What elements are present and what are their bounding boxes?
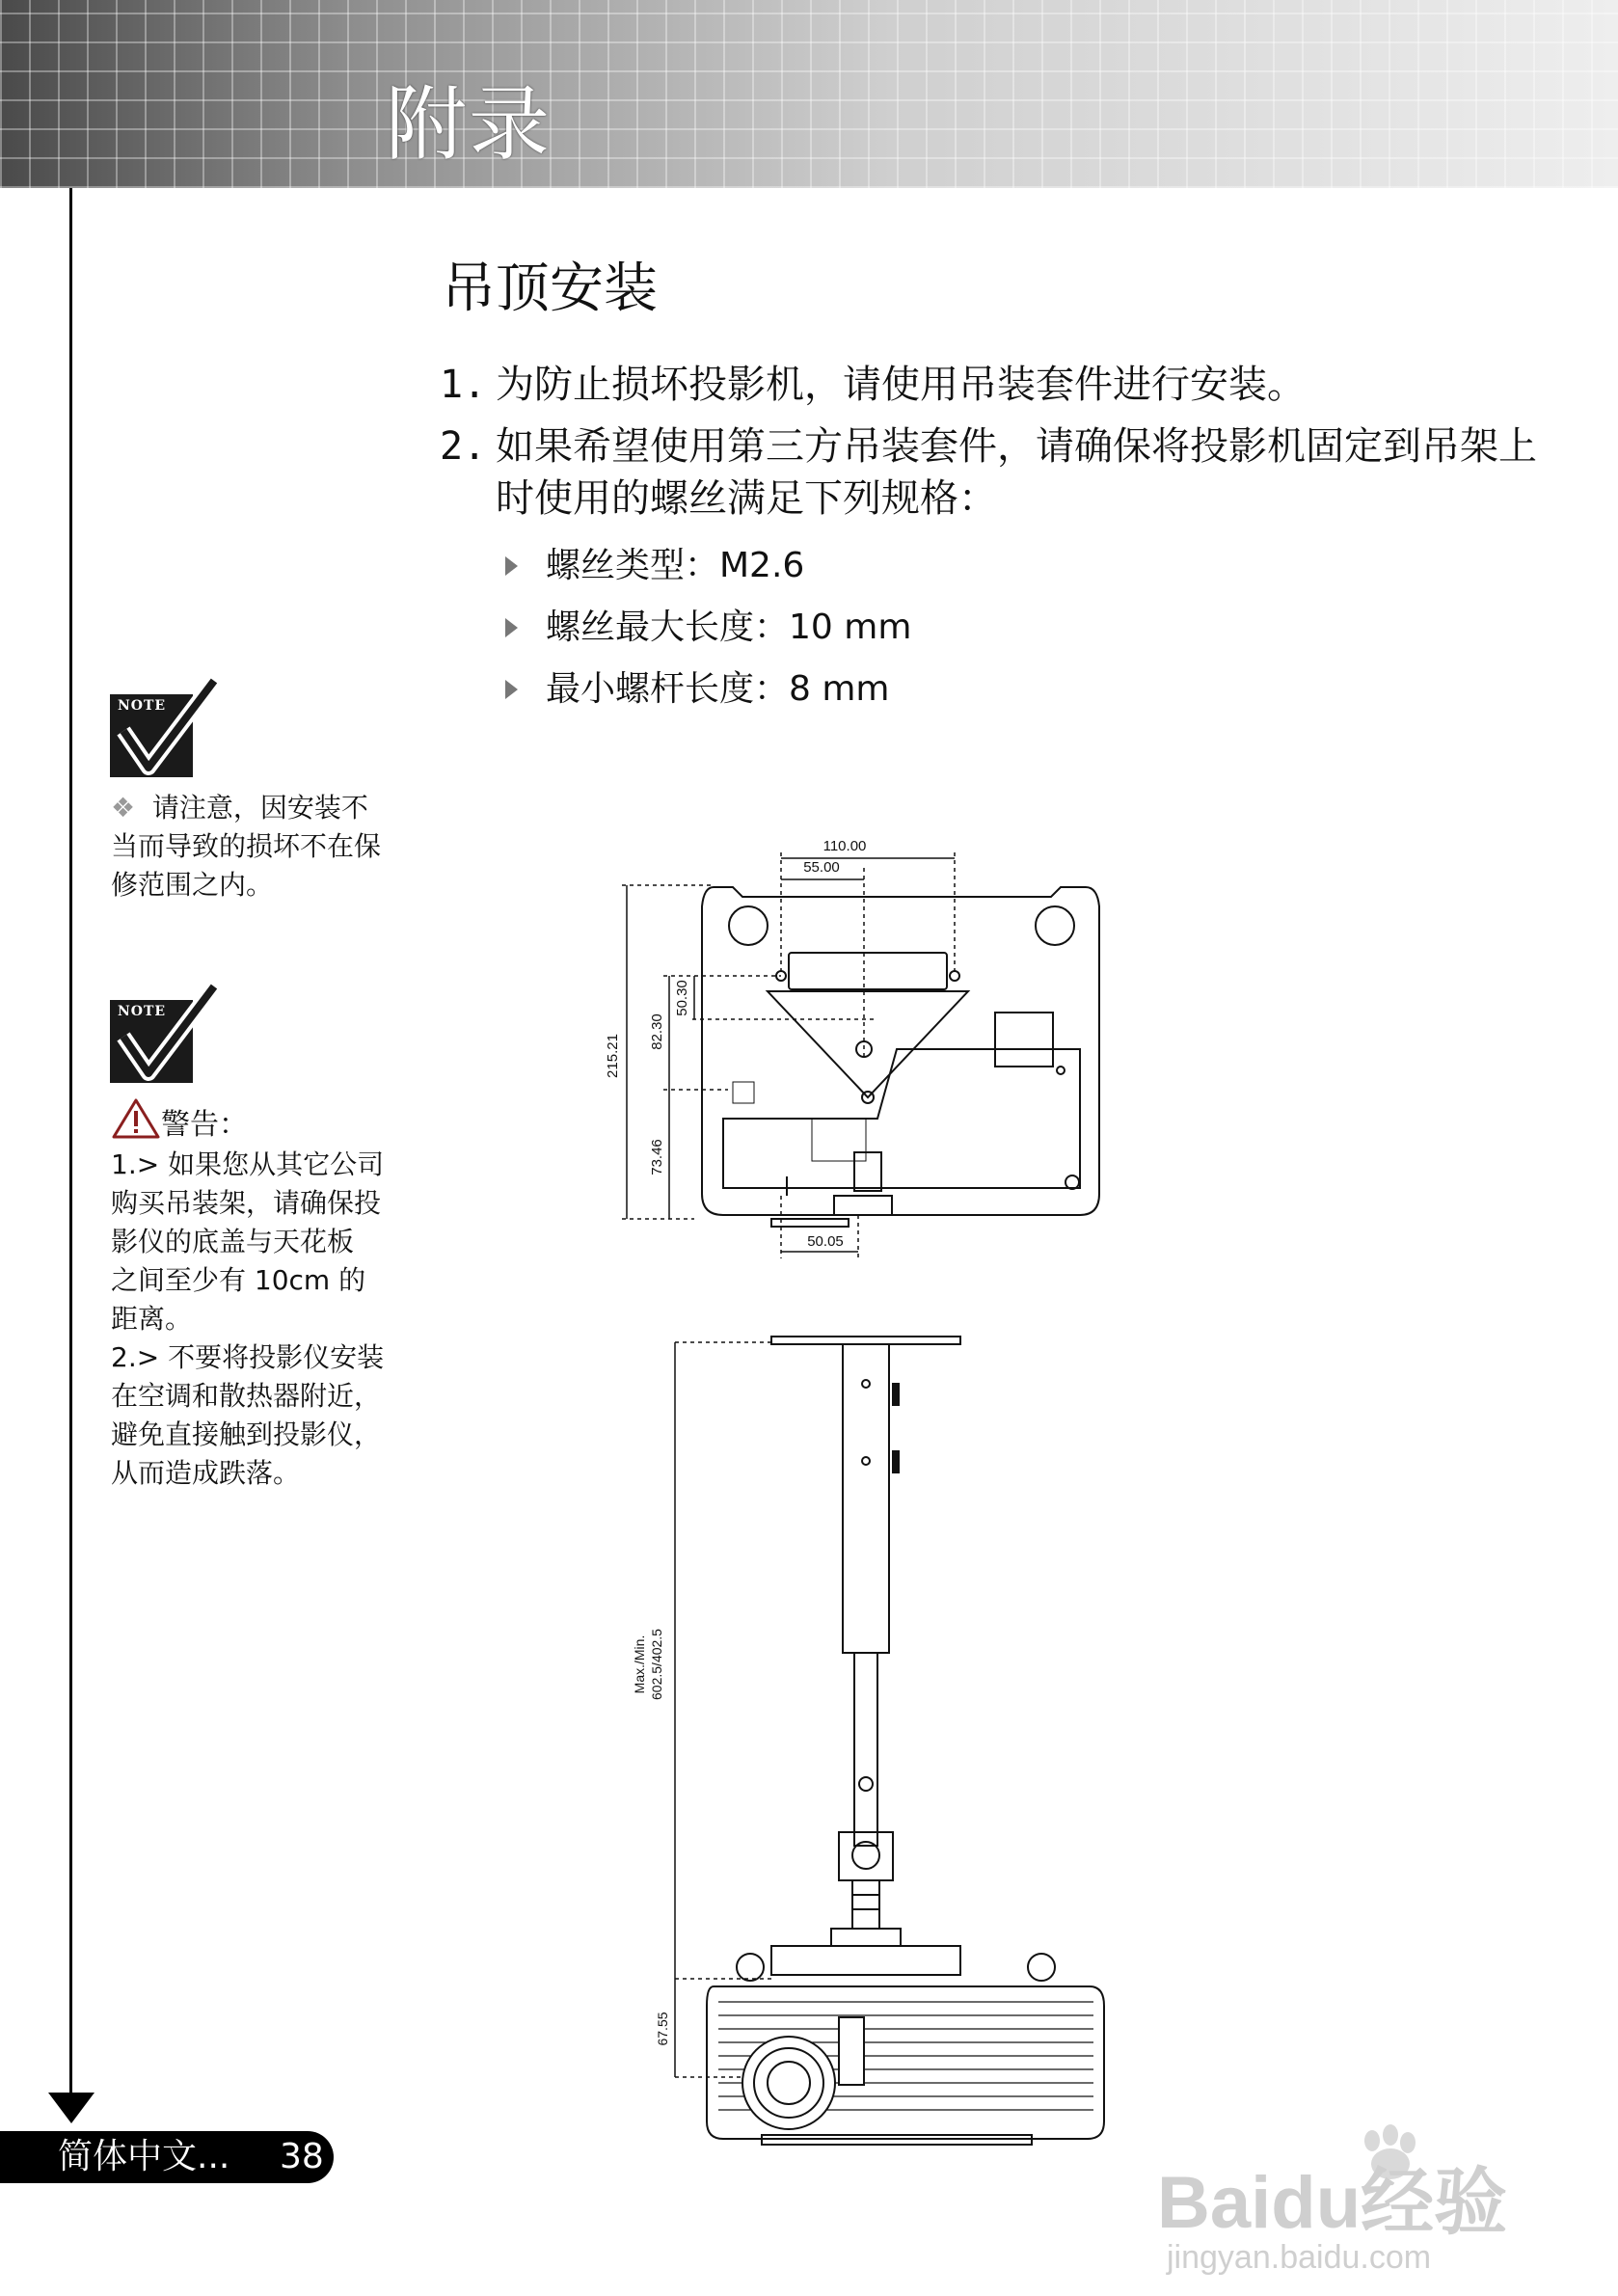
triangle-bullet-icon bbox=[505, 556, 518, 576]
dim-maxmin-value: 602.5/402.5 bbox=[649, 1629, 664, 1700]
dim-maxmin-label: Max./Min. bbox=[632, 1634, 647, 1694]
section-title: 吊顶安装 bbox=[442, 257, 658, 320]
warning-line: 从而造成跌落。 bbox=[111, 1457, 301, 1489]
watermark-url: jingyan.baidu.com bbox=[1167, 2239, 1432, 2276]
spec-text: 螺丝最大长度：10 mm bbox=[546, 608, 912, 647]
list-item-text: 如果希望使用第三方吊装套件，请确保将投影机固定到吊架上时使用的螺丝满足下列规格： bbox=[496, 424, 1537, 521]
down-triangle-icon bbox=[48, 2093, 94, 2123]
warning-line: 距离。 bbox=[111, 1303, 193, 1335]
warning-heading bbox=[111, 1097, 248, 1143]
page-number: 38 bbox=[280, 2137, 324, 2176]
spec-text: 最小螺杆长度：8 mm bbox=[546, 669, 890, 709]
watermark-brand: Baidu经验 bbox=[1157, 2162, 1508, 2244]
ceiling-mount-side-view bbox=[675, 1337, 1104, 2145]
dim-67: 67.55 bbox=[655, 2012, 670, 2046]
dim-215: 215.21 bbox=[605, 1034, 621, 1078]
margin-rule bbox=[69, 188, 72, 2097]
list-item bbox=[440, 359, 1549, 411]
warning-line: 购买吊装架，请确保投 bbox=[111, 1187, 382, 1219]
note-icon bbox=[110, 675, 212, 777]
warning-text bbox=[111, 1146, 429, 1493]
spec-item bbox=[501, 659, 911, 720]
warning-line: 2.> 不要将投影仪安装 bbox=[111, 1341, 385, 1373]
note-line: 修范围之内。 bbox=[111, 869, 274, 901]
projector-bottom-view bbox=[622, 852, 1099, 1258]
dim-82: 82.30 bbox=[649, 1013, 665, 1050]
note-line: 请注意，因安装不 bbox=[151, 792, 368, 824]
ceiling-mount-diagram bbox=[579, 829, 1119, 2170]
warning-line: 在空调和散热器附近， bbox=[111, 1380, 382, 1412]
spec-item bbox=[501, 535, 911, 597]
dim-73: 73.46 bbox=[649, 1139, 665, 1175]
baidu-watermark bbox=[1147, 2121, 1552, 2276]
spec-item bbox=[501, 597, 911, 659]
list-item-text: 为防止损坏投影机，请使用吊装套件进行安装。 bbox=[496, 363, 1306, 407]
list-item-number: 1. bbox=[440, 363, 487, 407]
page-header bbox=[0, 0, 1618, 188]
warning-triangle-icon bbox=[111, 1097, 161, 1140]
warning-line: 避免直接触到投影仪， bbox=[111, 1418, 382, 1450]
note-line: 当而导致的损坏不在保 bbox=[111, 830, 382, 862]
screw-spec-list bbox=[501, 535, 911, 720]
footer-language: 简体中文... bbox=[58, 2137, 230, 2176]
warning-line: 之间至少有 10cm 的 bbox=[111, 1264, 366, 1296]
note-label: NOTE bbox=[118, 698, 167, 714]
warning-title: 警告： bbox=[161, 1108, 248, 1142]
dim-55: 55.00 bbox=[803, 859, 840, 876]
note-label: NOTE bbox=[118, 1004, 167, 1019]
list-item-number: 2. bbox=[440, 424, 487, 469]
footer-page-label bbox=[0, 2131, 334, 2183]
note-text bbox=[111, 789, 429, 905]
list-item bbox=[440, 420, 1549, 525]
triangle-bullet-icon bbox=[505, 680, 518, 699]
warning-line: 1.> 如果您从其它公司 bbox=[111, 1148, 385, 1180]
triangle-bullet-icon bbox=[505, 618, 518, 637]
dim-110: 110.00 bbox=[822, 838, 867, 854]
note-icon bbox=[110, 981, 212, 1083]
spec-text: 螺丝类型：M2.6 bbox=[546, 546, 805, 585]
mount-dimensions bbox=[632, 1629, 670, 2046]
dim-50-05: 50.05 bbox=[807, 1233, 844, 1250]
warning-line: 影仪的底盖与天花板 bbox=[111, 1226, 355, 1257]
diamond-bullet-icon: ❖ bbox=[111, 792, 136, 824]
page-title: 附录 bbox=[386, 77, 553, 172]
instruction-list bbox=[440, 359, 1549, 534]
dim-50-30: 50.30 bbox=[674, 980, 690, 1016]
